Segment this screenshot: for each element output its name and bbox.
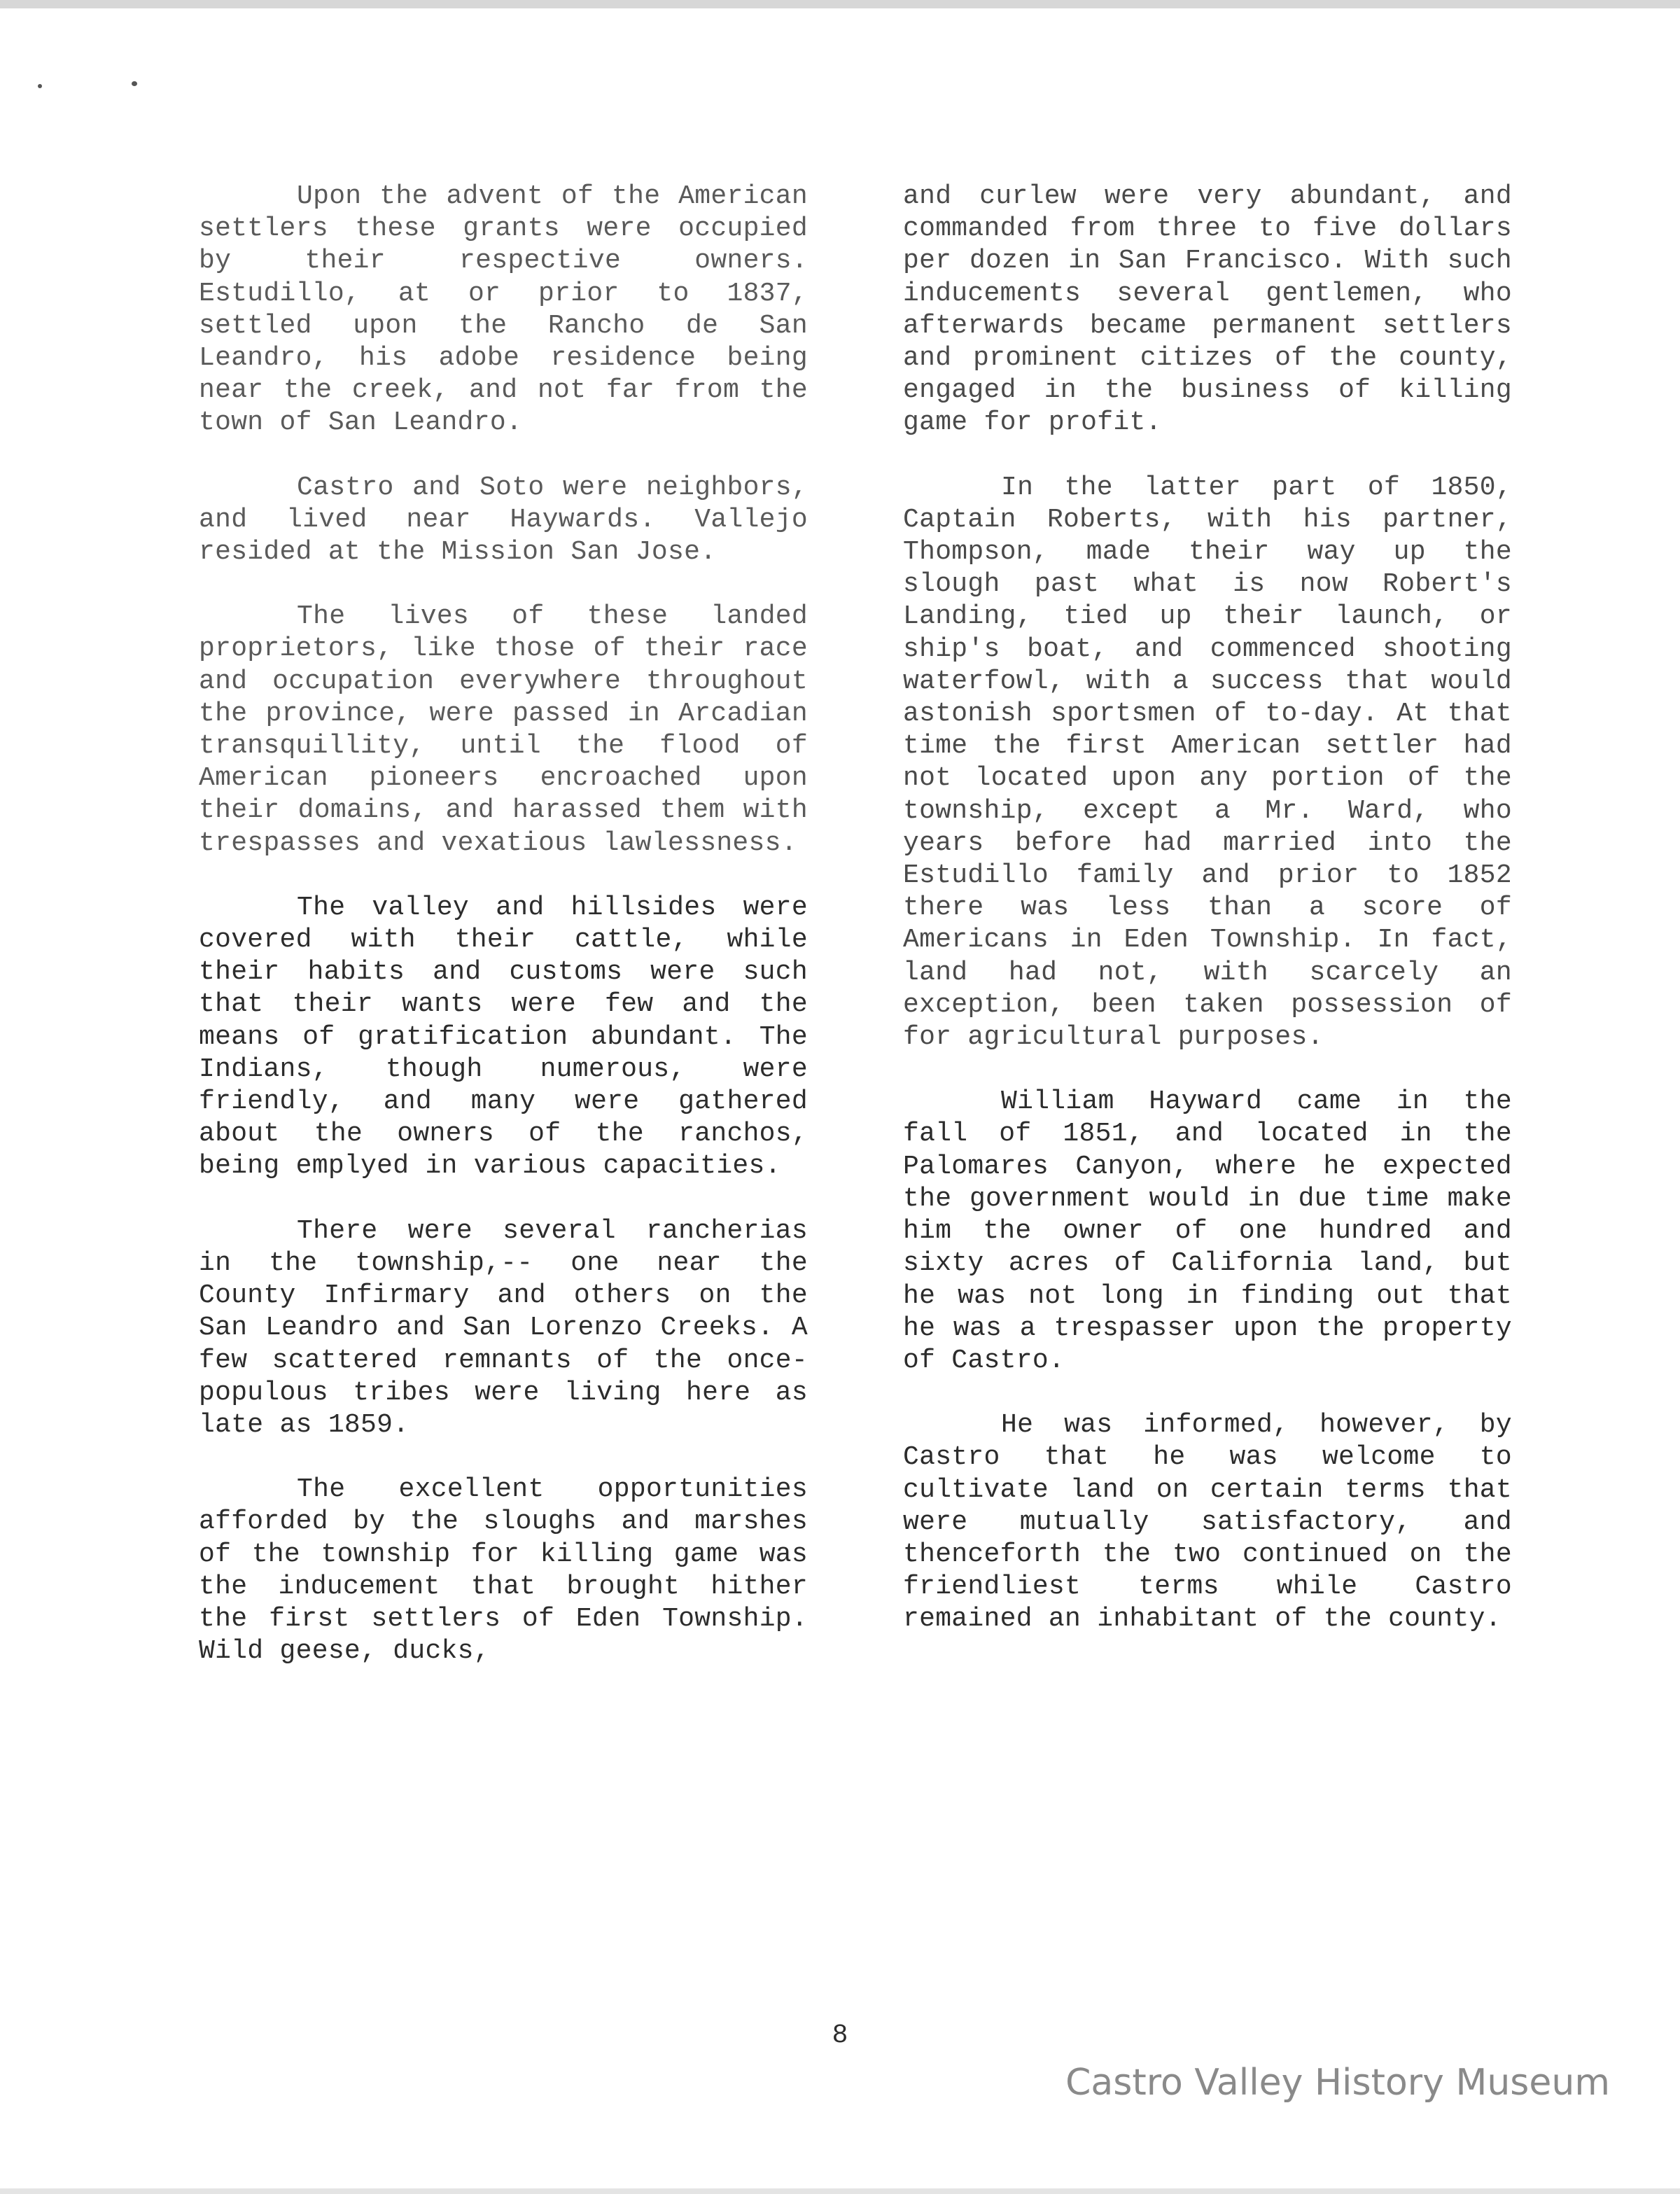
paragraph: The lives of these landed proprietors, like those of their race and occupation everywhere throughout the province, were passed in Arcadian transquillity, until the flood of American pioneers encroached upon their domains, and harassed them with trespasses and vexatious lawlessness.	[199, 601, 808, 858]
scan-speck	[132, 81, 137, 86]
museum-watermark: Castro Valley History Museum	[1065, 2062, 1610, 2104]
paragraph: William Hayward came in the fall of 1851, and located in the Palomares Canyon, where he expected the government would in due time make him the owner of one hundred and sixty acres of California land, but he was not long in finding out that he was a trespasser upon the property of Castro.	[903, 1086, 1512, 1376]
paragraph: In the latter part of 1850, Captain Roberts, with his partner, Thompson, made their way up the slough past what is now Robert's Landing, tied up their launch, or ship's boat, and commenced shooting waterfowl, with a success that would astonish sportsmen of to-day. At that time the first American settler had not located upon any portion of the township, except a Mr. Ward, who years before had married into the Estudillo family and prior to 1852 there was less than a score of Americans in Eden Township. In fact, land had not, with scarcely an exception, been taken possession of for agricultural purposes.	[903, 472, 1512, 1053]
paragraph: Castro and Soto were neighbors, and lived near Haywards. Vallejo resided at the Mission San Jose.	[199, 472, 808, 568]
paragraph: There were several rancherias in the township,-- one near the County Infirmary and others on the San Leandro and San Lorenzo Creeks. A few scattered remnants of the once-populous tribes were living here as late as 1859.	[199, 1215, 808, 1440]
scan-bottom-edge	[0, 2188, 1680, 2194]
paragraph: The valley and hillsides were covered with their cattle, while their habits and customs were such that their wants were few and the means of gratification abundant. The Indians, though numerous, were friendly, and many were gathered about the owners of the ranchos, being emplyed in various capacities.	[199, 892, 808, 1182]
right-text-column	[903, 181, 1512, 1668]
scan-top-edge	[0, 0, 1680, 8]
page-number: 8	[832, 2020, 848, 2050]
paragraph: The excellent opportunities afforded by the sloughs and marshes of the township for killing game was the inducement that brought hither the first settlers of Eden Township. Wild geese, ducks,	[199, 1474, 808, 1667]
paragraph: Upon the advent of the American settlers these grants were occupied by their respective owners. Estudillo, at or prior to 1837, settled upon the Rancho de San Leandro, his adobe residence being near the creek, and not far from the town of San Leandro.	[199, 181, 808, 438]
scan-speck	[38, 84, 42, 88]
paragraph-continuation: and curlew were very abundant, and commanded from three to five dollars per dozen in San Francisco. With such inducements several gentlemen, who afterwards became permanent settlers and prominent citizes of the county, engaged in the business of killing game for profit.	[903, 181, 1512, 438]
left-text-column	[199, 181, 808, 1700]
paragraph: He was informed, however, by Castro that he was welcome to cultivate land on certain terms that were mutually satisfactory, and thenceforth the two continued on the friendliest terms while Castro remained an inhabitant of the county.	[903, 1410, 1512, 1635]
